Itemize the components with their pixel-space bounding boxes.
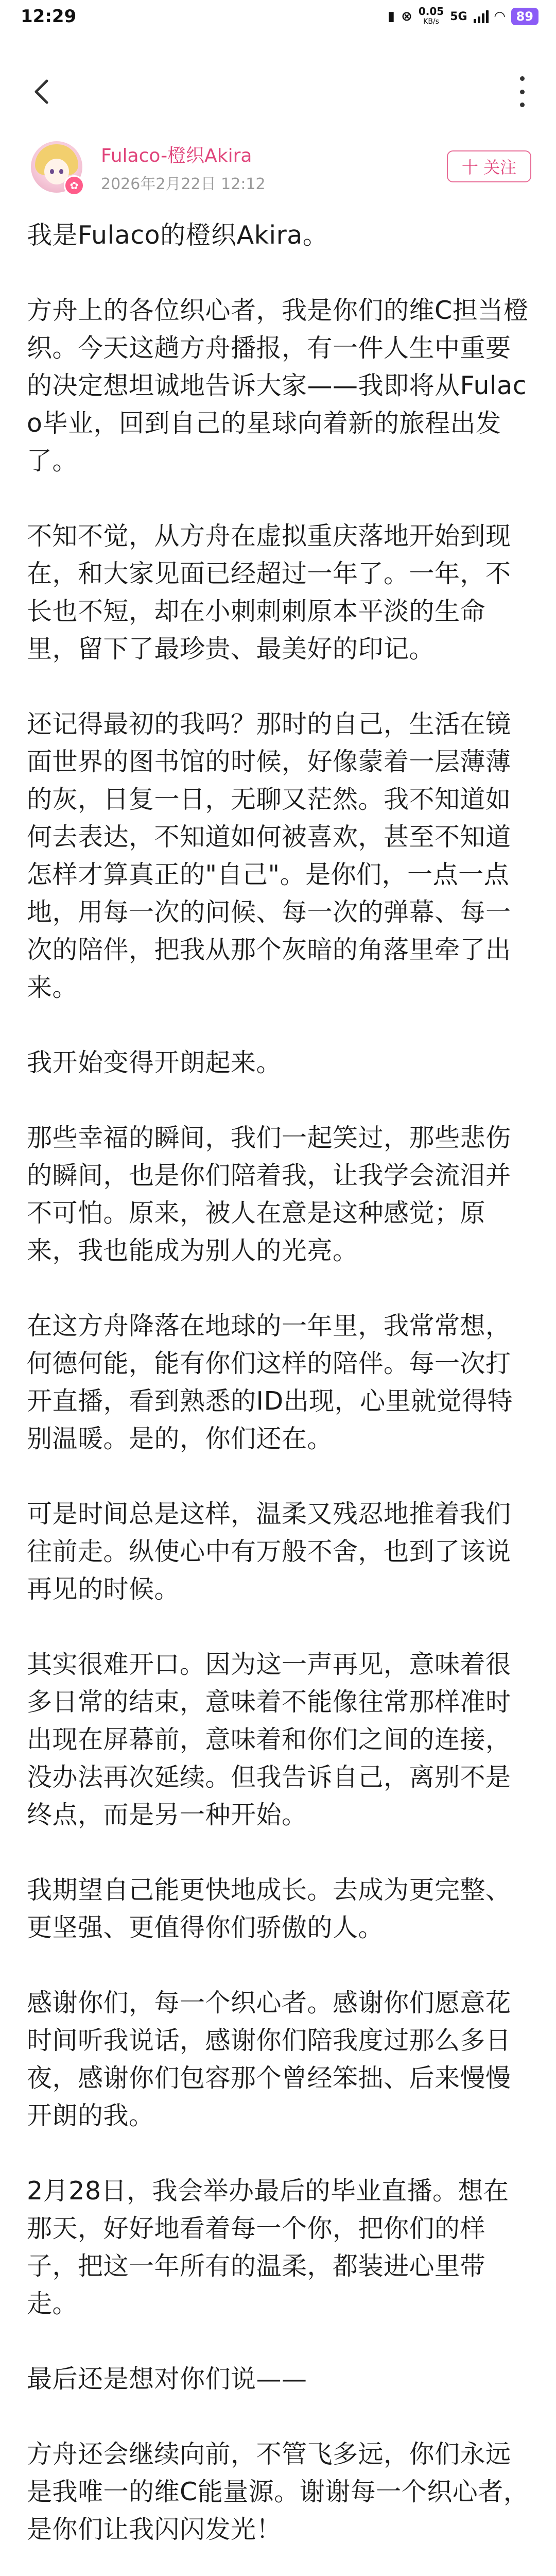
alarm-icon: ⊗ bbox=[401, 9, 412, 24]
author-header bbox=[0, 135, 556, 202]
nav-bar bbox=[0, 62, 556, 118]
network-speed-unit: KB/s bbox=[423, 18, 439, 26]
wifi-icon: ◠ bbox=[494, 9, 505, 24]
article-paragraph: 2月28日，我会举办最后的毕业直播。想在那天，好好地看着每一个你，把你们的样子，把这一年所有的温柔，都装进心里带走。 bbox=[27, 2176, 509, 2318]
article-paragraph: 其实很难开口。因为这一声再见，意味着很多日常的结束，意味着不能像往常那样准时出现在屏幕前，意味着和你们之间的连接，没办法再次延续。但我告诉自己，离别不是终点，而是另一种开始。 bbox=[27, 1650, 511, 1829]
status-time: 12:29 bbox=[21, 6, 77, 27]
vibrate-icon: ▮ bbox=[387, 9, 395, 24]
vertical-dots-icon bbox=[520, 76, 525, 81]
article-paragraph: 最后还是想对你们说—— bbox=[27, 2364, 307, 2394]
article-paragraph: 可是时间总是这样，温柔又残忍地推着我们往前走。纵使心中有万般不舍，也到了该说再见的时候。 bbox=[27, 1499, 511, 1604]
verified-badge-icon: ✿ bbox=[64, 175, 84, 196]
article-paragraph: 还记得最初的我吗？那时的自己，生活在镜面世界的图书馆的时候，好像蒙着一层薄薄的灰，日复一日，无聊又茫然。我不知道如何去表达，不知道如何被喜欢，甚至不知道怎样才算真正的"自己"。是你们，一点一点地，用每一次的问候、每一次的弹幕、每一次的陪伴，把我从那个灰暗的角落里牵了出来。 bbox=[27, 709, 511, 1002]
status-icons bbox=[388, 6, 538, 27]
author-name[interactable]: Fulaco-橙织Akira bbox=[101, 145, 252, 166]
signal-icon bbox=[474, 10, 489, 23]
more-options-button[interactable] bbox=[511, 76, 533, 107]
network-type: 5G bbox=[450, 10, 467, 23]
article-paragraph: 我期望自己能更快地成长。去成为更完整、更坚强、更值得你们骄傲的人。 bbox=[27, 1875, 511, 1942]
article-paragraph: 我是Fulaco的橙织Akira。 bbox=[27, 221, 328, 250]
article-paragraph: 感谢你们，每一个织心者。感谢你们愿意花时间听我说话，感谢你们陪我度过那么多日夜，感谢你们包容那个曾经笨拙、后来慢慢开朗的我。 bbox=[27, 1988, 511, 2130]
network-speed bbox=[419, 6, 444, 27]
chevron-left-icon bbox=[33, 79, 49, 105]
status-bar bbox=[0, 0, 556, 33]
network-speed-value: 0.05 bbox=[418, 5, 444, 18]
article-paragraph: 那些幸福的瞬间，我们一起笑过，那些悲伤的瞬间，也是你们陪着我，让我学会流泪并不可怕。原来，被人在意是这种感觉；原来，我也能成为别人的光亮。 bbox=[27, 1123, 511, 1265]
article-paragraph: 不知不觉，从方舟在虚拟重庆落地开始到现在，和大家见面已经超过一年了。一年，不长也不短，却在小刺刺刺原本平淡的生命里，留下了最珍贵、最美好的印记。 bbox=[27, 521, 511, 664]
battery-level: 89 bbox=[511, 8, 538, 25]
follow-button[interactable]: 十 关注 bbox=[447, 150, 531, 182]
article-paragraph: 方舟还会继续向前，不管飞多远，你们永远是我唯一的维C能量源。谢谢每一个织心者，是你们让我闪闪发光！ bbox=[27, 2439, 529, 2544]
article-paragraph: 我开始变得开朗起来。 bbox=[27, 1048, 282, 1077]
back-button[interactable] bbox=[27, 77, 56, 106]
post-timestamp: 2026年2月22日 12:12 bbox=[101, 175, 266, 193]
article-body bbox=[27, 216, 531, 2576]
article-paragraph: 方舟上的各位织心者，我是你们的维C担当橙织。今天这趟方舟播报，有一件人生中重要的决定想坦诚地告诉大家——我即将从Fulaco毕业，回到自己的星球向着新的旅程出发了。 bbox=[27, 296, 529, 476]
article-paragraph: 在这方舟降落在地球的一年里，我常常想，何德何能，能有你们这样的陪伴。每一次打开直播，看到熟悉的ID出现，心里就觉得特别温暖。是的，你们还在。 bbox=[27, 1311, 513, 1453]
